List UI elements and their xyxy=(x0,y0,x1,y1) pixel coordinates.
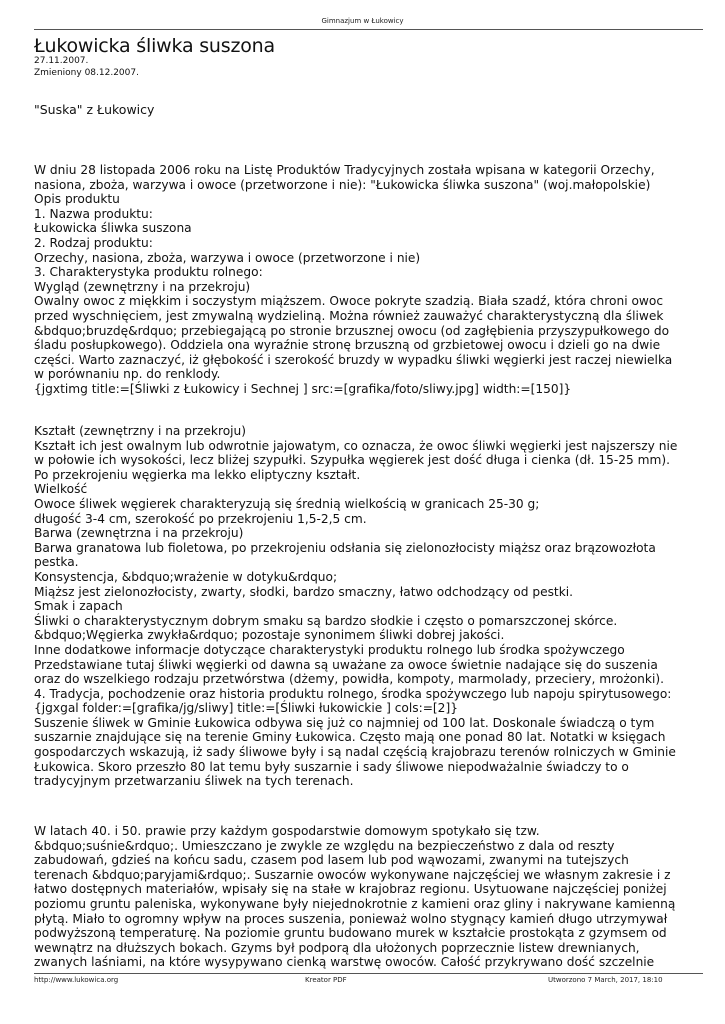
text-line: Opis produktu xyxy=(34,192,120,207)
text-line: nasiona, zboża, warzywa i owoce (przetworzone i nie): "Łukowicka śliwka suszona" (woj.małopolskie) xyxy=(34,177,651,192)
text-line: suszarnie znajdujące się na terenie Gminy Łukowica. Często mają one ponad 80 lat. Notatki w księgach xyxy=(34,730,666,745)
article-title: Łukowicka śliwka suszona xyxy=(34,35,275,57)
text-line: zabudowań, gdzieś na końcu sadu, czasem pod lasem lub pod wąwozami, zwanymi na tutejszych xyxy=(34,853,629,868)
text-line: 1. Nazwa produktu: xyxy=(34,206,153,221)
text-line: {jgxgal folder:=[grafika/jg/sliwy] title:=[Śliwki łukowickie ] cols:=[2]} xyxy=(34,701,458,716)
text-line: 3. Charakterystyka produktu rolnego: xyxy=(34,265,263,280)
paragraph-block-3 xyxy=(34,824,706,970)
article-subtitle: "Suska" z Łukowicy xyxy=(34,102,155,117)
text-line: Po przekrojeniu węgierka ma lekko eliptyczny kształt. xyxy=(34,467,361,482)
paragraph-block-2 xyxy=(34,424,706,789)
text-line: terenach &bdquo;paryjami&rdquo;. Suszarnie owoców wykonywane najczęściej we własnym zakresie i z xyxy=(34,867,671,882)
text-line: części. Warto zaznaczyć, iż głębokość i szerokość bruzdy w wypadku śliwki węgierki jest raczej niewielka xyxy=(34,352,673,367)
text-line: Owalny owoc z miękkim i soczystym miąższem. Owoce pokryte szadzią. Biała szadź, która chroni owoc xyxy=(34,294,664,309)
text-line: w porównaniu np. do renklody. xyxy=(34,367,221,382)
text-line: pestka. xyxy=(34,555,79,570)
footer-generator: Kreator PDF xyxy=(305,976,347,984)
text-line: płytą. Miało to ogromny wpływ na proces suszenia, ponieważ wolno stygnący kamień długo utrzymywał xyxy=(34,911,668,926)
text-line: Suszenie śliwek w Gminie Łukowica odbywa się już co najmniej od 100 lat. Doskonale świadczą o tym xyxy=(34,715,655,730)
text-line: przed wyschnięciem, jest zmywalną wydzieliną. Można również zauważyć charakterystyczną dla śliwek xyxy=(34,308,664,323)
text-line: &bdquo;Węgierka zwykła&rdquo; pozostaje synonimem śliwki dobrej jakości. xyxy=(34,628,505,643)
footer-url: http://www.lukowica.org xyxy=(34,976,119,984)
text-line: śladu posłupkowego). Oddziela ona wyraźnie stronę brzuszną od grzbietowej owocu i dzieli go na dwie xyxy=(34,338,661,353)
created-date: 27.11.2007. xyxy=(34,56,89,66)
text-line: Konsystencja, &bdquo;wrażenie w dotyku&rdquo; xyxy=(34,569,338,584)
text-line: Kształt (zewnętrzny i na przekroju) xyxy=(34,424,247,438)
modified-date: Zmieniony 08.12.2007. xyxy=(34,68,139,78)
text-line: zwanych laśniami, na które wysypywano cienką warstwę owoców. Całość przykrywano dość szczelnie xyxy=(34,955,655,970)
text-line: W dniu 28 listopada 2006 roku na Listę Produktów Tradycyjnych została wpisana w kategorii Orzechy, xyxy=(34,163,655,177)
text-line: W latach 40. i 50. prawie przy każdym gospodarstwie domowym spotykało się tzw. xyxy=(34,824,540,838)
text-line: oraz do wszelkiego rodzaju przetwórstwa (dżemy, powidła, kompoty, marmolady, przeciery, mrożonki). xyxy=(34,672,664,687)
text-line: podwyższoną temperaturę. Na poziomie gruntu budowano murek w kształcie prostokąta z gzymsem od xyxy=(34,926,667,941)
text-line: &bdquo;bruzdę&rdquo; przebiegającą po stronie brzusznej owocu (od zagłębienia przyszypułkowego do xyxy=(34,323,670,338)
footer-divider xyxy=(34,973,703,974)
text-line: 2. Rodzaj produktu: xyxy=(34,235,153,250)
text-line: tradycyjnym przetwarzaniu śliwek na tych terenach. xyxy=(34,774,354,789)
text-line: Śliwki o charakterystycznym dobrym smaku są bardzo słodkie i często o pomarszczonej skórce. xyxy=(34,613,618,628)
text-line: Łukowicka śliwka suszona xyxy=(34,221,192,236)
text-line: Wielkość xyxy=(34,482,88,497)
text-line: Barwa (zewnętrzna i na przekroju) xyxy=(34,526,244,541)
footer-created: Utworzono 7 March, 2017, 18:10 xyxy=(548,976,663,984)
text-line: Przedstawiane tutaj śliwki węgierki od dawna są uważane za owoce świetnie nadające się do suszenia xyxy=(34,657,658,672)
text-line: {jgxtimg title:=[Śliwki z Łukowicy i Sechnej ] src:=[grafika/foto/sliwy.jpg] width:=[150]} xyxy=(34,381,572,396)
text-line: w połowie ich wysokości, lecz bliżej szypułki. Szypułka węgierek jest dość długa i cienka (dł. 15-25 mm). xyxy=(34,453,671,468)
text-line: Łukowica. Skoro przeszło 80 lat temu były suszarnie i sady śliwowe niepodważalnie świadczy to o xyxy=(34,759,629,774)
header-divider xyxy=(34,29,703,30)
text-line: Kształt ich jest owalnym lub odwrotnie jajowatym, co oznacza, że owoc śliwki węgierki jest najszerszy nie xyxy=(34,438,678,453)
text-line: Owoce śliwek węgierek charakteryzują się średnią wielkością w granicach 25-30 g; xyxy=(34,496,540,511)
text-line: poziomu gruntu paleniska, wykonywane były niejednokrotnie z kamieni oraz gliny i nakrywane kamienną xyxy=(34,896,676,911)
text-line: Wygląd (zewnętrzny i na przekroju) xyxy=(34,279,251,294)
page-header: Gimnazjum w Łukowicy xyxy=(321,17,404,25)
text-line: &bdquo;suśnie&rdquo;. Umieszczano je zwykle ze względu na bezpieczeństwo z dala od reszty xyxy=(34,838,615,853)
text-line: Inne dodatkowe informacje dotyczące charakterystyki produktu rolnego lub środka spożywczego xyxy=(34,642,625,657)
text-line: Barwa granatowa lub fioletowa, po przekrojeniu odsłania się zielonozłocisty miąższ oraz brązowozłota xyxy=(34,540,656,555)
text-line: 4. Tradycja, pochodzenie oraz historia produktu rolnego, środka spożywczego lub napoju spirytusowego: xyxy=(34,686,672,701)
text-line: długość 3-4 cm, szerokość po przekrojeniu 1,5-2,5 cm. xyxy=(34,511,367,526)
text-line: Smak i zapach xyxy=(34,599,123,614)
text-line: łatwo dostępnych materiałów, wpisały się na stałe w krajobraz regionu. Usytuowane najczęściej poniżej xyxy=(34,882,667,897)
paragraph-block-1 xyxy=(34,163,706,397)
text-line: Orzechy, nasiona, zboża, warzywa i owoce (przetworzone i nie) xyxy=(34,250,421,265)
text-line: wewnątrz na dłuższych bokach. Gzyms był podporą dla ułożonych poprzecznie listew drewnianych, xyxy=(34,940,640,955)
text-line: gospodarczych wskazują, iż sady śliwowe były i są nadal częścią krajobrazu terenów rolniczych w Gminie xyxy=(34,745,676,760)
text-line: Miąższ jest zielonozłocisty, zwarty, słodki, bardzo smaczny, łatwo odchodzący od pestki. xyxy=(34,584,574,599)
